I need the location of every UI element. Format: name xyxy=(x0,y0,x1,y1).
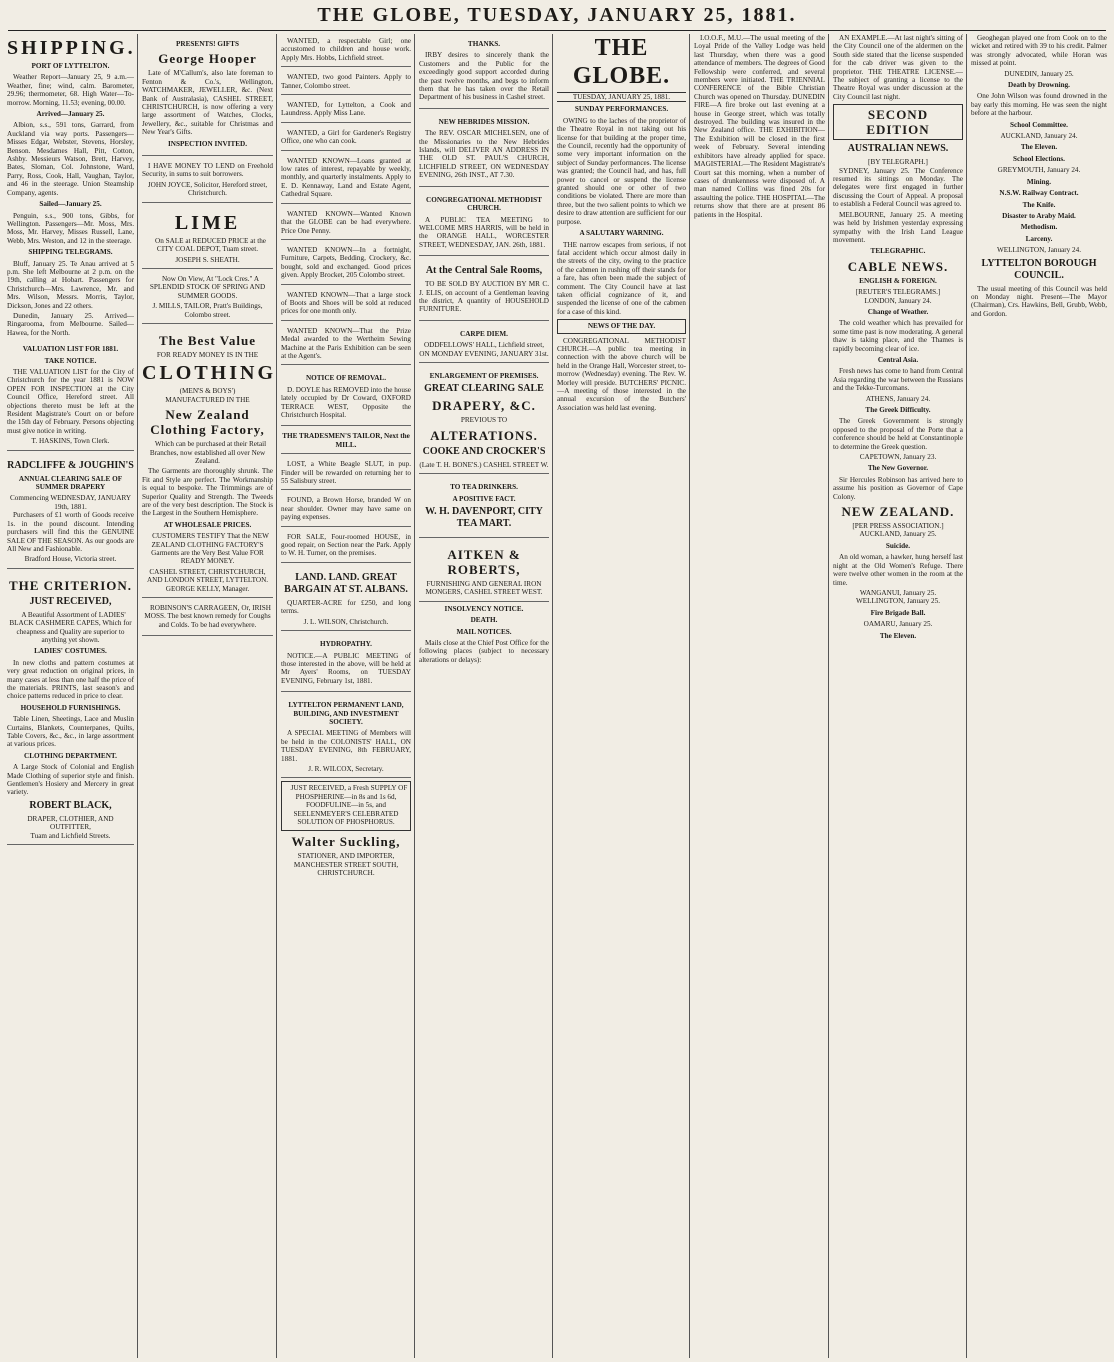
nz-heading: NEW ZEALAND. xyxy=(841,504,955,520)
land-agent: J. L. WILSON, Christchurch. xyxy=(303,617,389,626)
shipping-telegrams-heading: SHIPPING TELEGRAMS. xyxy=(28,248,113,257)
central-asia-body: Fresh news has come to hand from Central Asia regarding the war between the Russians and the Tekke-Turcomans. xyxy=(833,367,963,393)
tradesmen-tailor: THE TRADESMEN'S TAILOR, Next the MILL. xyxy=(281,429,411,454)
arrived-heading: Arrived—January 25. xyxy=(36,110,105,119)
wanted-known-ad: WANTED KNOWN—In a fortnight, Furniture, Carpets, Bedding, Crockery, &c. bought, sold and exchanged. Good prices given. Apply Brocket, 205 Colombo street. xyxy=(281,243,411,285)
valuation-ad xyxy=(7,339,134,450)
column-1 xyxy=(4,34,137,1358)
mens-boys: (MEN'S & BOYS') xyxy=(179,387,236,396)
globe-date: TUESDAY, JANUARY 25, 1881. xyxy=(557,92,686,102)
column-divider xyxy=(552,34,553,1358)
aitken-name: AITKEN & ROBERTS, xyxy=(447,547,521,577)
wholesale-prices: AT WHOLESALE PRICES. xyxy=(163,520,252,529)
lime-title: LIME xyxy=(174,211,241,234)
tea-ad xyxy=(419,477,549,538)
money-body: I HAVE MONEY TO LEND on Freehold Security, in sums to suit borrowers. xyxy=(142,162,273,179)
lyttelton-council-heading: LYTTELTON BOROUGH COUNCIL. xyxy=(981,257,1097,281)
drowning-heading: Death by Drowning. xyxy=(1008,81,1070,90)
davenport-name: W. H. DAVENPORT, CITY TEA MART. xyxy=(425,506,543,529)
column-divider xyxy=(137,34,138,1358)
building-society-secretary: J. R. WILCOX, Secretary. xyxy=(308,764,384,773)
port-heading: PORT OF LYTTELTON. xyxy=(31,62,110,70)
thanks-body: IRBY desires to sincerely thank the Customers and the Public for the exceedingly good support accorded during the past twelve months, and begs to inform them that he has taken over the Retail Department of his business in Cashel street. xyxy=(419,51,549,102)
lime-ad xyxy=(142,206,273,269)
greek-heading: The Greek Difficulty. xyxy=(865,406,931,414)
sunday-heading: SUNDAY PERFORMANCES. xyxy=(574,105,669,114)
oddfellows-line: ODDFELLOWS' HALL, Lichfield street, ON MONDAY EVENING, JANUARY 31st. xyxy=(419,341,549,358)
wellington-dateline: WELLINGTON, January 24. xyxy=(996,246,1082,255)
methodist-ad xyxy=(419,190,549,256)
building-society-ad xyxy=(281,695,411,778)
masthead-rule xyxy=(8,30,1106,31)
hebrides-body: The REV. OSCAR MICHELSEN, one of the Missionaries to the New Hebrides Islands, will DELIVER AN ADDRESS IN THE OLD ST. PAUL'S CHURCH, LICHFIELD STREET, ON WEDNESDAY EVENING, 26th INST., AT 7.30. xyxy=(419,129,549,180)
by-telegraph: [BY TELEGRAPH.] xyxy=(868,158,928,167)
valuation-text: THE VALUATION LIST for the City of Christchurch for the year 1881 is NOW OPEN FOR INSPECTION at the City Council Office, Hereford street. All objections thereto must be left at the Resident Magistrate's Court on or before the 15th day of February. Persons objecting must give notice in writing. xyxy=(7,368,134,435)
factory-address: CASHEL STREET, CHRISTCHURCH, AND LONDON STREET, LYTTELTON. xyxy=(146,567,269,585)
clothing-factory-ad xyxy=(142,327,276,598)
greek-body: The Greek Government is strongly opposed to the proposal of the Porte that a conference should be held at Constantinople to determine the Greek question. xyxy=(833,417,963,451)
news-body: CONGREGATIONAL METHODIST CHURCH.—A public tea meeting in connection with the above church will be held in the Orange Hall, Worcester street, to-morrow (Wednesday) evening. The Rev. W. Morley will preside. BUTCHERS' PICNIC.—A meeting of those interested in the annual excursion of the Butchers' Association was held last evening. xyxy=(557,336,686,412)
methodism-heading: Methodism. xyxy=(1020,223,1058,232)
column-divider xyxy=(276,34,277,1358)
sailed-text: Penguin, s.s., 900 tons, Gibbs, for Wellington. Passengers—Mr. Moss, Mrs. Moss, Mr. Harvey, Misses Russell, Lane, Webb, Mrs. Weston, and 12 in the steerage. xyxy=(7,211,134,245)
cooke-crocker-name: COOKE AND CROCKER'S xyxy=(422,445,546,457)
column-8 xyxy=(968,34,1110,1358)
dunedin-dateline: DUNEDIN, January 25. xyxy=(1004,69,1074,78)
wanted-ad: WANTED, two good Painters. Apply to Tanner, Colombo street. xyxy=(281,70,411,95)
central-sale-body: TO BE SOLD BY AUCTION BY MR C. J. ELIS, on account of a Gentleman leaving the district, A quantity of HOUSEHOLD FURNITURE. xyxy=(419,280,549,314)
fire-brigade-heading: Fire Brigade Ball. xyxy=(870,608,926,617)
ready-money: FOR READY MONEY IS IN THE xyxy=(156,350,259,359)
salutary-body: THE narrow escapes from serious, if not fatal accident which occur almost daily in the streets of the city, owing to the practice of the cabmen in rushing off their stands for a fare, has often been made the subject of comment. The City Council have at last taken official cognizance of it, and suspended the license of one of the cabmen for a case of this kind. xyxy=(557,240,686,316)
removal-ad xyxy=(281,368,411,426)
wanted-known-ad: WANTED KNOWN—Wanted Known that the GLOBE can be had everywhere. Price One Penny. xyxy=(281,207,411,240)
hooper-name: George Hooper xyxy=(158,51,257,67)
arrived-text: Albion, s.s., 591 tons, Garrard, from Auckland via way ports. Passengers—Misses Edgar, Webster, Stevens, Horsley, Benson. Mesdames Hall, Pitt, Cotton, Ashby. Messieurs Watson, Brett, Harvey, Bates, Sloman, Col. Johnstone, Ward, Parry, Ross, Cook, Hall, Vaughan, Taylor, and 46 in the steerage. Union Steamship Company, agents. xyxy=(7,121,134,197)
just-received: JUST RECEIVED, xyxy=(29,595,112,607)
suckling-name: Walter Suckling, xyxy=(291,834,401,850)
factory-body: Which can be purchased at their Retail Branches, now established all over New Zealand. xyxy=(149,440,267,465)
household-heading: HOUSEHOLD FURNISHINGS. xyxy=(20,703,121,712)
factory-points: The Garments are thoroughly shrunk. The Fit and Style are perfect. The Workmanship is equal to bespoke. The Trimmings are of Superior Quality and Strength. The Tweeds are of the very best description. The Stock is the Largest in the Southern Hemisphere. xyxy=(142,467,273,518)
valuation-heading: VALUATION LIST FOR 1881. xyxy=(22,345,119,354)
clearing-sale: GREAT CLEARING SALE xyxy=(424,383,544,395)
criterion-body: A Beautiful Assortment of LADIES' BLACK CASHMERE CAPES, Which for cheapness and Quality are superior to anything yet shown. xyxy=(9,610,132,644)
mills-ad xyxy=(142,272,273,324)
wanted-known-ad: WANTED KNOWN—That a large stock of Boots and Shoes will be sold at reduced prices for one month only. xyxy=(281,288,411,321)
money-solicitor: JOHN JOYCE, Solicitor, Hereford street, Christchurch. xyxy=(147,180,268,198)
column-divider xyxy=(828,34,829,1358)
drowning-body: One John Wilson was found drowned in the bay early this morning. He was seen the night before at the harbour. xyxy=(971,92,1107,118)
customers-testify: CUSTOMERS TESTIFY That the NEW ZEALAND CLOTHING FACTORY'S Garments are the Very Best Value FOR READY MONEY. xyxy=(151,532,269,566)
wanted-ad: WANTED, a Girl for Gardener's Registry Office, one who can cook. xyxy=(281,126,411,151)
press-association: [PER PRESS ASSOCIATION.] xyxy=(852,522,944,531)
telegraphic-heading: TELEGRAPHIC. xyxy=(870,247,926,256)
wanted-known-ad: WANTED KNOWN—Loans granted at low rates of interest, repayable by weekly, monthly, and quarterly instalments. Apply to E. D. Kennaway, Land and Estate Agent, Cathedral Square. xyxy=(281,154,411,204)
nz-clothing-factory: New Zealand Clothing Factory, xyxy=(150,407,265,438)
dunedin-telegram: Dunedin, January 25. Arrived—Ringarooma, from Melbourne. Sailed—Hawea, for the North. xyxy=(7,311,134,337)
english-foreign: ENGLISH & FOREIGN. xyxy=(859,276,937,285)
central-sale-heading: At the Central Sale Rooms, xyxy=(425,265,543,277)
suicide-heading: Suicide. xyxy=(885,541,911,550)
for-sale-ad: FOR SALE, Four-roomed HOUSE, in good repair, on Section near the Park. Apply to W. H. Turner, on the premises. xyxy=(281,530,411,563)
athens-dateline: ATHENS, January 24. xyxy=(865,394,931,403)
robert-black: ROBERT BLACK, xyxy=(29,799,112,811)
wanted-known-ad: WANTED KNOWN—That the Prize Medal awarded to the Wertheim Sewing Machine at the Paris Exhibition can be seen at the Agent's. xyxy=(281,324,411,366)
previous-to: PREVIOUS TO xyxy=(460,416,508,425)
lost-ad: LOST, a White Beagle SLUT, in pup. Finder will be rewarded on returning her to 55 Salisbury street. xyxy=(281,457,411,490)
radcliffe-address: Bradford House, Victoria street. xyxy=(24,555,117,564)
lime-seller: JOSEPH S. SHEATH. xyxy=(175,255,240,264)
building-society-body: A SPECIAL MEETING of Members will be held in the COLONISTS' HALL, ON TUESDAY EVENING, 8th FEBRUARY, 1881. xyxy=(281,729,411,763)
news-continued: I.O.O.F., M.U.—The usual meeting of the Loyal Pride of the Valley Lodge was held last Thursday, when there was a good attendance of members. The degrees of Good Fellowship were conferred, and several members were initiated. THE TRIENNIAL CONFERENCE of the Bible Christian Church was opened on Thursday. DUNEDIN FIRE—A fire broke out last evening at a house in George street, which was totally destroyed. The building was insured in the New Zealand office. THE EXHIBITION—The Exhibition will be closed in the first week of February. Several intending exhibitors have already applied for space. MAGISTERIAL—The Resident Magistrate's Court sat this morning, when a number of cases of drunkenness were disposed of. A man named Collins was fined 20s for assaulting the police. THE HOSPITAL—The returns show that there are at present 86 patients in the Hospital. xyxy=(694,34,825,219)
phosphorus-body: JUST RECEIVED, a Fresh SUPPLY OF PHOSPHERINE—in 8s and 1s 6d, FOODFULINE—in 5s, and SEELENMEYER'S CELEBRATED SOLUTION OF PHOSPHORUS. xyxy=(290,784,408,826)
cooke-crocker-ad xyxy=(419,366,549,474)
household-body: Table Linen, Sheetings, Lace and Muslin Curtains, Blankets, Counterpanes, Quilts, Table Covers, &c., &c., in large assortment at various prices. xyxy=(7,715,134,749)
hydropathy-heading: HYDROPATHY. xyxy=(320,640,372,649)
enlargement-heading: ENLARGEMENT OF PREMISES. xyxy=(429,371,539,380)
globe-title: THE GLOBE. xyxy=(572,35,671,89)
suckling-body: STATIONER, AND IMPORTER, MANCHESTER STREET SOUTH, CHRISTCHURCH. xyxy=(293,852,399,878)
drapery-heading: DRAPERY, &C. xyxy=(432,398,536,414)
central-sale-ad xyxy=(419,259,549,321)
factory-manager: GEORGE KELLY, Manager. xyxy=(165,584,250,593)
positive-fact: A POSITIVE FACT. xyxy=(452,494,516,503)
aitken-body: FURNISHING AND GENERAL IRON MONGERS, CASHEL STREET WEST. xyxy=(425,580,543,597)
column-4 xyxy=(416,34,552,1358)
manufactured-in: MANUFACTURED IN THE xyxy=(165,395,250,404)
take-notice: TAKE NOTICE. xyxy=(44,356,97,365)
inspection-invited: INSPECTION INVITED. xyxy=(167,139,248,148)
hebrides-ad xyxy=(419,112,549,187)
capetown-dateline: CAPETOWN, January 23. xyxy=(859,453,937,462)
clothing-title: CLOTHING xyxy=(142,362,276,385)
council-body: The usual meeting of this Council was held on Monday night. Present—The Mayor (Chairman), Crs. Hawkins, Bell, Grubb, Webb, and Gordon. xyxy=(971,284,1107,318)
nsw-railway-heading: N.S.W. Railway Contract. xyxy=(999,189,1079,198)
governor-body: Sir Hercules Robinson has arrived here to assume his position as Governor of Cape Colony. xyxy=(833,475,963,501)
central-asia-heading: Central Asia. xyxy=(877,355,919,364)
wanganui-dateline: WANGANUI, January 25. xyxy=(859,588,937,597)
aitken-ad xyxy=(419,541,549,602)
sailed-heading: Sailed—January 25. xyxy=(39,200,102,209)
clothing-dept-body: A Large Stock of Colonial and English Made Clothing of superior style and finish. Gentlemen's Hosiery and Mercery in great variety. xyxy=(7,763,134,797)
masthead: THE GLOBE, TUESDAY, JANUARY 25, 1881. xyxy=(317,4,797,26)
eleven-heading: The Eleven. xyxy=(879,631,917,640)
robinsons-ad xyxy=(142,601,273,636)
col7-top: AN EXAMPLE.—At last night's sitting of the City Council one of the aldermen on the South side stated that the license suspended for the cab driver was given to the proprietor. THE THEATRE LICENSE.—The subject of granting a license to the Theatre Royal was under discussion at the City Council last night. xyxy=(833,34,963,101)
column-divider xyxy=(689,34,690,1358)
knife-heading: The Knife. xyxy=(1022,200,1056,209)
weather-report: Weather Report—January 25, 9 a.m.—Weather, fine; wind, calm. Barometer, 29.96; thermometer, 68. High Water—To-morrow. Morning, 11.53; evening, 00.00. xyxy=(7,73,134,107)
mail-body: Mails close at the Chief Post Office for the following places (subject to necessary alterations or delays): xyxy=(419,639,549,664)
costumes-body: In new cloths and pattern costumes at very great reduction on original prices, in many cases at less than one half the price of the materials. PRINTS, last season's and choice patterns reduced in price to clear. xyxy=(7,658,134,701)
land-ad xyxy=(281,566,411,631)
col8-top: Geoghegan played one from Cook on to the wicket and retired with 39 to his credit. Palmer was strongly advocated, while Horan was missed at point. xyxy=(971,34,1107,68)
lime-body: On SALE at REDUCED PRICE at the CITY COAL DEPOT, Tuam street. xyxy=(155,236,266,254)
column-3 xyxy=(278,34,414,1358)
best-value: The Best Value xyxy=(158,332,257,348)
methodist-body: A PUBLIC TEA MEETING to WELCOME MRS HARRIS, will be held in the ORANGE HALL, WORCESTER STREET, WEDNESDAY, JAN. 26th, 1881. xyxy=(419,215,549,249)
presents-heading: PRESENTS! GIFTS xyxy=(176,40,239,48)
found-ad: FOUND, a Brown Horse, branded W on near shoulder. Owner may have same on paying expenses. xyxy=(281,493,411,526)
radcliffe-date: Commencing WEDNESDAY, JANUARY 19th, 1881. xyxy=(9,494,132,511)
criterion-ad xyxy=(7,572,134,845)
weather-body: The cold weather which has prevailed for some time past is now moderating. A general thaw is taking place, and the Thames is rapidly becoming clear of ice. xyxy=(833,319,963,353)
ladies-costumes: LADIES' COSTUMES. xyxy=(34,647,107,656)
melbourne-news: MELBOURNE, January 25. A meeting was held by Irishmen yesterday expressing sympathy with the Irish Land League movement. xyxy=(833,210,963,244)
larceny-heading: Larceny. xyxy=(1025,234,1053,243)
wellington-dateline: WELLINGTON, January 25. xyxy=(855,597,941,606)
disaster-heading: Disaster to Araby Maid. xyxy=(1002,211,1076,220)
weather-heading: Change of Weather. xyxy=(867,307,929,316)
shipping-title: SHIPPING. xyxy=(7,37,136,59)
draper-address: Tuam and Lichfield Streets. xyxy=(30,831,111,840)
draper-line: DRAPER, CLOTHIER, AND OUTFITTER, xyxy=(27,814,114,832)
wanted-ad: WANTED, a respectable Girl; one accustomed to children and house work. Apply Mrs. Hobbs, Lichfield street. xyxy=(281,34,411,67)
alterations-heading: ALTERATIONS. xyxy=(430,427,538,443)
tea-drinkers-heading: TO TEA DRINKERS. xyxy=(450,483,518,492)
wanted-ad: WANTED, for Lyttelton, a Cook and Laundress. Apply Miss Lane. xyxy=(281,98,411,123)
sunday-body: OWING to the laches of the proprietor of the Theatre Royal in not taking out his license for that building at the proper time, the Council, recently had the opportunity of some very important information on the subject of Sunday performances. The license was granted; the Council had, and has, full power to cancel or suspend the license granted should one or other of two conditions be violated. There are more than three, but the two salient points to which we desire to draw attention are sufficient for our purpose. xyxy=(557,116,686,226)
hooper-ad xyxy=(142,34,273,156)
column-divider xyxy=(414,34,415,1358)
column-divider xyxy=(966,34,967,1358)
reuter: [REUTER'S TELEGRAMS.] xyxy=(855,288,941,297)
column-2 xyxy=(139,34,276,1358)
hydropathy-body: NOTICE.—A PUBLIC MEETING of those interested in the above, will be held at Mr Ayers' Rooms, on TUESDAY EVENING, February 1st, 1881. xyxy=(281,651,411,685)
hydropathy-ad xyxy=(281,634,411,692)
second-edition: SECOND EDITION xyxy=(833,104,963,140)
removal-heading: NOTICE OF REMOVAL. xyxy=(305,374,387,383)
sydney-news: SYDNEY, January 25. The Conference resumed its sittings on Monday. The delegates were first engaged in further discussing the Court of Appeal. A proposal to establish a Federal Council was agreed to. xyxy=(833,166,963,209)
money-ad xyxy=(142,159,273,203)
school-heading: School Committee. xyxy=(1010,120,1068,129)
greymouth-dateline: GREYMOUTH, January 24. xyxy=(997,166,1081,175)
thanks-ad xyxy=(419,34,549,109)
news-heading: NEWS OF THE DAY. xyxy=(557,319,686,333)
elections-heading: School Elections. xyxy=(1013,154,1065,163)
hebrides-heading: NEW HEBRIDES MISSION. xyxy=(438,117,530,126)
bluff-telegram: Bluff, January 25. Te Anau arrived at 5 p.m. She left Melbourne at 2 p.m. on the 19th, calling at Hobart. Passengers for Christchurch—Mrs. Lawrence, Mr. and Mrs. Wilson, Messrs. Morris, Taylor, Dickson, Jones and 22 others. xyxy=(7,259,134,310)
removal-body: D. DOYLE has REMOVED into the house lately occupied by Dr Coward, OXFORD TERRACE WEST, Opposite the Christchurch Hospital. xyxy=(281,385,411,419)
criterion-title: THE CRITERION. xyxy=(8,577,133,593)
clothing-dept-heading: CLOTHING DEPARTMENT. xyxy=(24,751,117,760)
column-6 xyxy=(691,34,828,1358)
cable-news: CABLE NEWS. xyxy=(847,258,949,274)
carpe-diem-ad xyxy=(419,324,549,363)
now-on-view: Now On View, At "Lock Cres." A SPLENDID STOCK OF SPRING AND SUMMER GOODS. xyxy=(149,274,266,300)
governor-heading: The New Governor. xyxy=(867,464,929,473)
london-dateline: LONDON, January 24. xyxy=(864,296,932,305)
oamaru-dateline: OAMARU, January 25. xyxy=(863,620,933,629)
building-society-heading: LYTTELTON PERMANENT LAND, BUILDING, AND INVESTMENT SOCIETY. xyxy=(288,701,404,726)
death-heading: DEATH. xyxy=(470,616,498,625)
auckland-dateline: AUCKLAND, January 24. xyxy=(1000,132,1078,141)
land-heading: LAND. LAND. GREAT BARGAIN AT ST. ALBANS. xyxy=(284,571,408,595)
radcliffe-title: RADCLIFFE & JOUGHIN'S xyxy=(7,459,134,471)
land-body: QUARTER-ACRE for £250, and long terms. xyxy=(281,598,411,616)
mills-tailor: J. MILLS, TAILOR, Pratt's Buildings, Colombo street. xyxy=(152,302,263,319)
australian-news: AUSTRALIAN NEWS. xyxy=(847,143,949,155)
radcliffe-ad xyxy=(7,454,134,569)
town-clerk: T. HASKINS, Town Clerk. xyxy=(31,437,110,446)
insolvency-heading: INSOLVENCY NOTICE. xyxy=(444,604,524,613)
auckland-dateline: AUCKLAND, January 25. xyxy=(859,530,937,539)
column-7 xyxy=(830,34,966,1358)
radcliffe-sale: ANNUAL CLEARING SALE OF SUMMER DRAPERY xyxy=(18,474,123,492)
phosphorus-ad xyxy=(281,781,411,831)
mail-heading: MAIL NOTICES. xyxy=(456,627,512,636)
column-5 xyxy=(554,34,689,1358)
methodist-heading: CONGREGATIONAL METHODIST CHURCH. xyxy=(426,195,542,213)
carpe-diem-heading: CARPE DIEM. xyxy=(460,329,508,338)
suicide-body: An old woman, a hawker, hung herself last night at the Old Women's Refuge. There were twelve other women in the room at the time. xyxy=(833,553,963,587)
robinsons-body: ROBINSON'S CARRAGEEN, Or, IRISH MOSS. The best known remedy for Coughs and Colds. To be had everywhere. xyxy=(144,604,271,629)
thanks-heading: THANKS. xyxy=(467,40,501,48)
radcliffe-body: Purchasers of £1 worth of Goods receive 1s. in the pound discount. Intending purchasers will find this the GENUINE SALE OF THE SEASON. As our goods are All New and Fashionable. xyxy=(7,511,134,553)
hooper-body: Late of M'Callum's, also late foreman to Fenton & Co.'s, Wellington, WATCHMAKER, JEWELLER, &c. (Next Bank of Australasia), CASHEL STREET, CHRISTCHURCH, is now offering a very large assortment of Watches, Clocks, Jewellery, &c., suitable for Christmas and New Year's Gifts. xyxy=(142,69,273,137)
salutary-heading: A SALUTARY WARNING. xyxy=(579,229,664,238)
mining-heading: Mining. xyxy=(1026,177,1052,186)
cooke-crocker-sub: (Late T. H. BONE'S.) CASHEL STREET W. xyxy=(419,460,549,469)
eleven-heading: The Eleven. xyxy=(1020,143,1058,152)
